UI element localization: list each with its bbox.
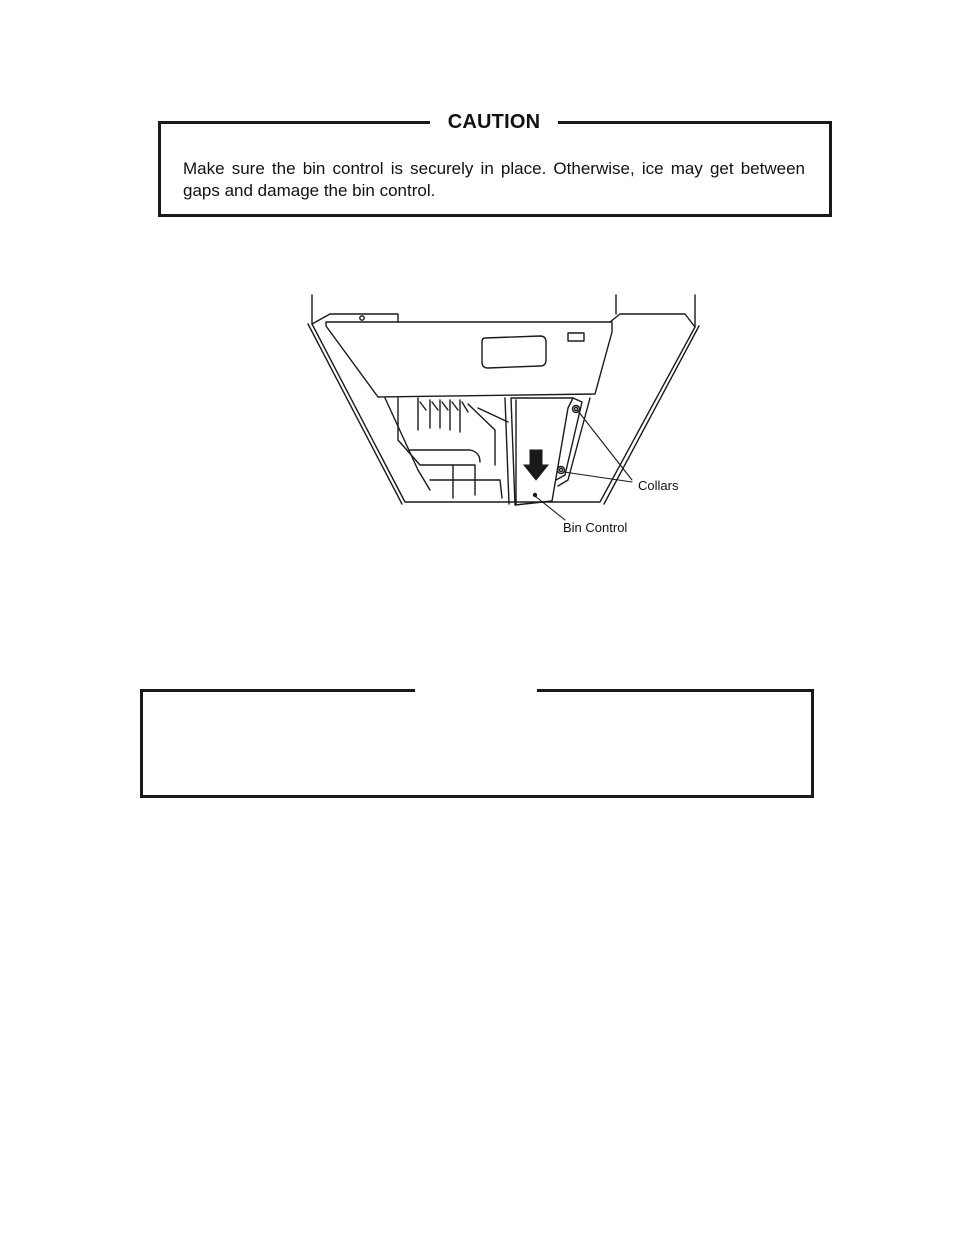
panel-handle xyxy=(482,336,546,368)
cabinet-outline xyxy=(312,295,695,502)
collar-lower xyxy=(558,467,565,474)
panel-tab xyxy=(568,333,584,341)
collars-label: Collars xyxy=(638,478,679,493)
caution-text: Make sure the bin control is securely in place. Otherwise, ice may get between gaps and damage the bin control. xyxy=(183,159,805,200)
notice-box xyxy=(140,689,814,798)
down-arrow-icon xyxy=(524,450,548,480)
bin-control-label: Bin Control xyxy=(563,520,628,535)
caution-title: CAUTION xyxy=(430,109,558,135)
bin-control-illustration xyxy=(290,290,710,550)
notice-box-title-gap xyxy=(415,686,537,694)
